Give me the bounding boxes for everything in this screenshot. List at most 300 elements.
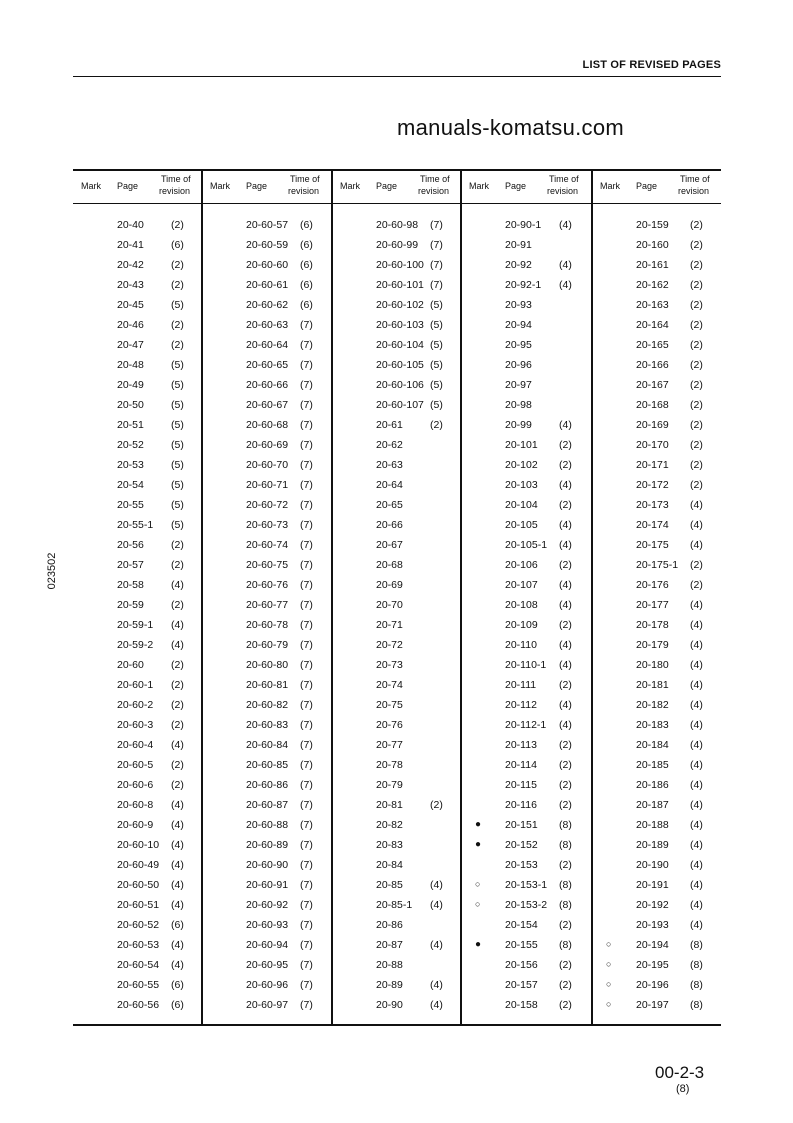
page-number-cell: 20-152 xyxy=(505,839,538,851)
page-number-cell: 20-112 xyxy=(505,699,537,711)
page-number-cell: 20-184 xyxy=(636,739,669,751)
revision-time-cell: (4) xyxy=(430,879,443,891)
column-divider xyxy=(591,170,593,1025)
page-number-cell: 20-188 xyxy=(636,819,669,831)
page-number-cell: 20-48 xyxy=(117,359,144,371)
revision-time-cell: (2) xyxy=(171,719,184,731)
page-number-cell: 20-60-77 xyxy=(246,599,289,611)
page-number-cell: 20-60-66 xyxy=(246,379,289,391)
revision-time-cell: (7) xyxy=(300,459,313,471)
page-number-cell: 20-109 xyxy=(505,619,538,631)
revision-time-cell: (2) xyxy=(559,979,572,991)
revision-time-cell: (6) xyxy=(171,919,184,931)
page-number-cell: 20-60-95 xyxy=(246,959,289,971)
revision-time-cell: (8) xyxy=(690,939,703,951)
revision-time-cell: (4) xyxy=(559,659,572,671)
page-number-cell: 20-114 xyxy=(505,759,537,771)
revision-time-cell: (5) xyxy=(171,479,184,491)
revision-time-cell: (4) xyxy=(559,719,572,731)
page-number-cell: 20-60-82 xyxy=(246,699,289,711)
revision-time-cell: (2) xyxy=(171,259,184,271)
revision-time-cell: (7) xyxy=(300,799,313,811)
column-header xyxy=(461,170,590,203)
page-number-cell: 20-60-88 xyxy=(246,819,289,831)
page-number-cell: 20-60-50 xyxy=(117,879,160,891)
revision-time-cell: (4) xyxy=(171,839,184,851)
column-header xyxy=(332,170,461,203)
revision-time-cell: (2) xyxy=(690,299,703,311)
revision-mark-open: ○ xyxy=(606,959,612,969)
column-header-page: Page xyxy=(505,181,527,191)
revision-time-cell: (4) xyxy=(690,499,703,511)
page-number-cell: 20-192 xyxy=(636,899,669,911)
revision-time-cell: (5) xyxy=(430,379,443,391)
page-number-cell: 20-60-97 xyxy=(246,999,289,1011)
page-number-cell: 20-163 xyxy=(636,299,669,311)
column-header xyxy=(592,170,721,203)
revision-time-cell: (2) xyxy=(559,999,572,1011)
page-number-cell: 20-153-2 xyxy=(505,899,548,911)
page-number-cell: 20-94 xyxy=(505,319,532,331)
page-revision: (8) xyxy=(676,1083,690,1095)
column-divider xyxy=(331,170,333,1025)
revision-time-cell: (8) xyxy=(559,839,572,851)
page-number-cell: 20-177 xyxy=(636,599,669,611)
column-header-time: Time of xyxy=(161,174,191,184)
page-number-cell: 20-95 xyxy=(505,339,532,351)
page-number-cell: 20-90 xyxy=(376,999,403,1011)
revision-time-cell: (4) xyxy=(690,539,703,551)
page-number-cell: 20-158 xyxy=(505,999,538,1011)
revision-time-cell: (4) xyxy=(690,819,703,831)
column-header-revision: revision xyxy=(418,186,450,196)
revision-time-cell: (7) xyxy=(300,819,313,831)
page-number-cell: 20-47 xyxy=(117,339,144,351)
revision-time-cell: (2) xyxy=(690,339,703,351)
page-number-cell: 20-116 xyxy=(505,799,537,811)
revision-time-cell: (6) xyxy=(171,979,184,991)
revision-time-cell: (5) xyxy=(430,339,443,351)
revision-time-cell: (2) xyxy=(430,799,443,811)
page-number-cell: 20-60-94 xyxy=(246,939,289,951)
revision-time-cell: (4) xyxy=(430,979,443,991)
header-rule xyxy=(73,76,721,77)
revision-mark-open: ○ xyxy=(475,899,481,909)
page-number-cell: 20-194 xyxy=(636,939,669,951)
page-number-cell: 20-112-1 xyxy=(505,719,547,731)
revision-time-cell: (2) xyxy=(690,379,703,391)
revision-time-cell: (2) xyxy=(690,559,703,571)
revision-mark-open: ○ xyxy=(475,879,481,889)
page-number-cell: 20-86 xyxy=(376,919,403,931)
revision-time-cell: (7) xyxy=(300,519,313,531)
revision-time-cell: (6) xyxy=(300,299,313,311)
page-number-cell: 20-186 xyxy=(636,779,669,791)
page-number-cell: 20-197 xyxy=(636,999,669,1011)
revision-time-cell: (6) xyxy=(300,279,313,291)
page-number-cell: 20-75 xyxy=(376,699,403,711)
page-number-cell: 20-45 xyxy=(117,299,144,311)
revision-time-cell: (7) xyxy=(300,659,313,671)
revision-time-cell: (7) xyxy=(300,739,313,751)
revision-time-cell: (2) xyxy=(690,459,703,471)
revision-time-cell: (7) xyxy=(300,979,313,991)
page-number-cell: 20-110 xyxy=(505,639,537,651)
revision-time-cell: (7) xyxy=(300,879,313,891)
revision-time-cell: (2) xyxy=(559,459,572,471)
revision-time-cell: (2) xyxy=(690,239,703,251)
revision-time-cell: (2) xyxy=(559,559,572,571)
page-number-cell: 20-60-72 xyxy=(246,499,289,511)
revision-time-cell: (2) xyxy=(171,599,184,611)
revision-time-cell: (5) xyxy=(430,399,443,411)
column-header-time: Time of xyxy=(420,174,450,184)
revision-time-cell: (8) xyxy=(559,879,572,891)
page-number-cell: 20-162 xyxy=(636,279,669,291)
revision-time-cell: (7) xyxy=(300,399,313,411)
page-number-cell: 20-65 xyxy=(376,499,403,511)
revision-time-cell: (4) xyxy=(559,279,572,291)
revision-time-cell: (2) xyxy=(690,319,703,331)
page-number-cell: 20-193 xyxy=(636,919,669,931)
page-number-cell: 20-73 xyxy=(376,659,403,671)
revision-time-cell: (7) xyxy=(300,339,313,351)
revision-time-cell: (4) xyxy=(690,759,703,771)
revision-mark-open: ○ xyxy=(606,939,612,949)
revision-time-cell: (4) xyxy=(559,479,572,491)
page-number-cell: 20-60-92 xyxy=(246,899,289,911)
revision-time-cell: (4) xyxy=(690,619,703,631)
column-header xyxy=(202,170,331,203)
page-number-cell: 20-115 xyxy=(505,779,537,791)
page-number-cell: 20-68 xyxy=(376,559,403,571)
page-number-cell: 20-60-98 xyxy=(376,219,419,231)
column-header-page: Page xyxy=(246,181,268,191)
page-number-cell: 20-41 xyxy=(117,239,144,251)
revision-time-cell: (7) xyxy=(300,559,313,571)
page-number-cell: 20-195 xyxy=(636,959,669,971)
page-number-cell: 20-97 xyxy=(505,379,532,391)
page-number-cell: 20-91 xyxy=(505,239,532,251)
revision-time-cell: (8) xyxy=(690,999,703,1011)
page-number-cell: 20-60-62 xyxy=(246,299,289,311)
revision-time-cell: (7) xyxy=(300,959,313,971)
page-number-cell: 20-182 xyxy=(636,699,669,711)
page-number-cell: 20-60-96 xyxy=(246,979,289,991)
page-number-cell: 20-189 xyxy=(636,839,669,851)
page-number-cell: 20-103 xyxy=(505,479,538,491)
page-header-title: LIST OF REVISED PAGES xyxy=(582,59,721,71)
page-number-cell: 20-60-93 xyxy=(246,919,289,931)
page-number-cell: 20-78 xyxy=(376,759,403,771)
revision-time-cell: (7) xyxy=(300,419,313,431)
revision-time-cell: (7) xyxy=(300,499,313,511)
page-number-cell: 20-60-10 xyxy=(117,839,160,851)
page-number-cell: 20-156 xyxy=(505,959,538,971)
page-number-cell: 20-60-9 xyxy=(117,819,154,831)
column-divider xyxy=(201,170,203,1025)
page-number-cell: 20-60-101 xyxy=(376,279,424,291)
page-number-cell: 20-60-81 xyxy=(246,679,289,691)
page-number-cell: 20-85-1 xyxy=(376,899,413,911)
page-number-cell: 20-49 xyxy=(117,379,144,391)
page-number-cell: 20-60-67 xyxy=(246,399,289,411)
page-number-cell: 20-59-2 xyxy=(117,639,154,651)
revision-time-cell: (4) xyxy=(559,259,572,271)
revision-time-cell: (8) xyxy=(690,959,703,971)
revision-time-cell: (2) xyxy=(171,339,184,351)
page-number-cell: 20-99 xyxy=(505,419,532,431)
column-header-revision: revision xyxy=(159,186,191,196)
revision-time-cell: (4) xyxy=(559,419,572,431)
revision-time-cell: (2) xyxy=(171,219,184,231)
page-number-cell: 20-167 xyxy=(636,379,669,391)
revision-time-cell: (4) xyxy=(171,639,184,651)
page-number-cell: 20-92-1 xyxy=(505,279,542,291)
revision-time-cell: (6) xyxy=(171,239,184,251)
revision-time-cell: (2) xyxy=(559,679,572,691)
column-header-revision: revision xyxy=(678,186,710,196)
page-number-cell: 20-59-1 xyxy=(117,619,154,631)
revision-time-cell: (5) xyxy=(171,299,184,311)
column-divider xyxy=(460,170,462,1025)
page-number-cell: 20-40 xyxy=(117,219,144,231)
page-number-cell: 20-60-71 xyxy=(246,479,289,491)
revision-time-cell: (4) xyxy=(559,579,572,591)
page-number-cell: 20-60-99 xyxy=(376,239,419,251)
page-number-cell: 20-60-68 xyxy=(246,419,289,431)
page-number-cell: 20-60-90 xyxy=(246,859,289,871)
page-number-cell: 20-102 xyxy=(505,459,538,471)
revision-mark-open: ○ xyxy=(606,999,612,1009)
column-header-time: Time of xyxy=(680,174,710,184)
revision-time-cell: (4) xyxy=(171,799,184,811)
column-header-mark: Mark xyxy=(469,181,489,191)
revision-time-cell: (4) xyxy=(559,639,572,651)
revision-time-cell: (4) xyxy=(171,939,184,951)
page-number-cell: 20-60-52 xyxy=(117,919,160,931)
revision-time-cell: (4) xyxy=(559,539,572,551)
revision-time-cell: (7) xyxy=(300,579,313,591)
page-number-cell: 20-60-70 xyxy=(246,459,289,471)
page-number-cell: 20-172 xyxy=(636,479,669,491)
page-number-cell: 20-55-1 xyxy=(117,519,154,531)
page-number-cell: 20-79 xyxy=(376,779,403,791)
page-number-cell: 20-151 xyxy=(505,819,538,831)
revision-time-cell: (2) xyxy=(171,659,184,671)
revision-time-cell: (2) xyxy=(690,359,703,371)
revision-time-cell: (5) xyxy=(171,419,184,431)
page-number-cell: 20-70 xyxy=(376,599,403,611)
revision-time-cell: (4) xyxy=(690,919,703,931)
revision-time-cell: (5) xyxy=(171,399,184,411)
page-number-cell: 20-60-75 xyxy=(246,559,289,571)
revision-time-cell: (2) xyxy=(690,579,703,591)
page-number-cell: 20-60-2 xyxy=(117,699,154,711)
page-number-cell: 20-60-76 xyxy=(246,579,289,591)
page-number-cell: 20-153-1 xyxy=(505,879,548,891)
page-number-cell: 20-76 xyxy=(376,719,403,731)
page-number-cell: 20-174 xyxy=(636,519,669,531)
column-header-revision: revision xyxy=(547,186,579,196)
page-number: 00-2-3 xyxy=(655,1063,705,1082)
revision-time-cell: (7) xyxy=(300,859,313,871)
page-number-cell: 20-89 xyxy=(376,979,403,991)
revision-time-cell: (4) xyxy=(171,619,184,631)
revision-time-cell: (8) xyxy=(559,819,572,831)
page-number-cell: 20-60-54 xyxy=(117,959,160,971)
revision-time-cell: (2) xyxy=(171,699,184,711)
revision-time-cell: (5) xyxy=(430,319,443,331)
page-number-cell: 20-157 xyxy=(505,979,538,991)
revision-time-cell: (8) xyxy=(559,939,572,951)
page-number-cell: 20-173 xyxy=(636,499,669,511)
revision-time-cell: (8) xyxy=(559,899,572,911)
page-number-cell: 20-166 xyxy=(636,359,669,371)
page-number-cell: 20-108 xyxy=(505,599,538,611)
revision-time-cell: (7) xyxy=(430,219,443,231)
page-number-cell: 20-43 xyxy=(117,279,144,291)
page-number-cell: 20-53 xyxy=(117,459,144,471)
column-header-page: Page xyxy=(117,181,139,191)
page-number-cell: 20-60-104 xyxy=(376,339,424,351)
page-number-cell: 20-170 xyxy=(636,439,669,451)
page-number-cell: 20-178 xyxy=(636,619,669,631)
revision-time-cell: (2) xyxy=(690,479,703,491)
page-number-cell: 20-60-87 xyxy=(246,799,289,811)
revision-time-cell: (7) xyxy=(300,359,313,371)
table-bottom-rule xyxy=(73,1024,721,1026)
page-number-cell: 20-159 xyxy=(636,219,669,231)
page-number-cell: 20-60-49 xyxy=(117,859,160,871)
revision-time-cell: (4) xyxy=(171,579,184,591)
page-number-cell: 20-59 xyxy=(117,599,144,611)
page-number-cell: 20-62 xyxy=(376,439,403,451)
revision-time-cell: (4) xyxy=(690,779,703,791)
revision-time-cell: (6) xyxy=(300,259,313,271)
page-number-cell: 20-180 xyxy=(636,659,669,671)
revision-time-cell: (4) xyxy=(430,899,443,911)
revision-time-cell: (2) xyxy=(171,539,184,551)
revision-time-cell: (4) xyxy=(690,739,703,751)
revision-time-cell: (2) xyxy=(690,279,703,291)
page-number-cell: 20-81 xyxy=(376,799,403,811)
revision-time-cell: (2) xyxy=(690,439,703,451)
revision-time-cell: (2) xyxy=(171,559,184,571)
page-number-cell: 20-60-5 xyxy=(117,759,154,771)
page-number-cell: 20-50 xyxy=(117,399,144,411)
revision-time-cell: (2) xyxy=(559,439,572,451)
page-number-cell: 20-169 xyxy=(636,419,669,431)
revision-time-cell: (7) xyxy=(300,319,313,331)
page-number-cell: 20-92 xyxy=(505,259,532,271)
revision-time-cell: (4) xyxy=(171,899,184,911)
column-header-page: Page xyxy=(636,181,658,191)
page-number-cell: 20-60-4 xyxy=(117,739,154,751)
column-header-revision: revision xyxy=(288,186,320,196)
table-header-rule xyxy=(73,203,721,204)
page-number-cell: 20-42 xyxy=(117,259,144,271)
page-number-cell: 20-69 xyxy=(376,579,403,591)
revision-time-cell: (8) xyxy=(690,979,703,991)
page-number-cell: 20-60-1 xyxy=(117,679,154,691)
page-number-cell: 20-155 xyxy=(505,939,538,951)
revision-time-cell: (4) xyxy=(690,699,703,711)
revision-time-cell: (5) xyxy=(171,499,184,511)
page-number-cell: 20-98 xyxy=(505,399,532,411)
column-header-time: Time of xyxy=(290,174,320,184)
revision-time-cell: (7) xyxy=(300,479,313,491)
watermark: manuals-komatsu.com xyxy=(397,115,624,140)
page-number-cell: 20-87 xyxy=(376,939,403,951)
page-number-cell: 20-60 xyxy=(117,659,144,671)
revision-time-cell: (7) xyxy=(300,379,313,391)
revision-time-cell: (7) xyxy=(300,619,313,631)
revision-mark-filled: ● xyxy=(475,839,482,850)
page-number-cell: 20-60-105 xyxy=(376,359,424,371)
revision-time-cell: (4) xyxy=(171,739,184,751)
page-number-cell: 20-60-103 xyxy=(376,319,424,331)
revision-time-cell: (4) xyxy=(171,859,184,871)
page-number-cell: 20-165 xyxy=(636,339,669,351)
revision-time-cell: (4) xyxy=(171,819,184,831)
page-number-cell: 20-181 xyxy=(636,679,669,691)
side-code: 023502 xyxy=(46,552,58,590)
revision-time-cell: (5) xyxy=(430,359,443,371)
column-header-mark: Mark xyxy=(210,181,230,191)
revision-time-cell: (5) xyxy=(171,439,184,451)
revision-time-cell: (2) xyxy=(690,419,703,431)
page-number-cell: 20-90-1 xyxy=(505,219,542,231)
column-header-mark: Mark xyxy=(600,181,620,191)
revision-time-cell: (5) xyxy=(171,519,184,531)
revision-time-cell: (6) xyxy=(300,239,313,251)
page-number-cell: 20-60-57 xyxy=(246,219,289,231)
column-header-page: Page xyxy=(376,181,398,191)
page-number-cell: 20-51 xyxy=(117,419,144,431)
page-number-cell: 20-52 xyxy=(117,439,144,451)
revision-time-cell: (7) xyxy=(430,239,443,251)
revision-time-cell: (2) xyxy=(559,779,572,791)
page-number-cell: 20-60-63 xyxy=(246,319,289,331)
page-number-cell: 20-106 xyxy=(505,559,538,571)
page-number-cell: 20-191 xyxy=(636,879,669,891)
revision-time-cell: (7) xyxy=(300,839,313,851)
page-number-cell: 20-60-106 xyxy=(376,379,424,391)
revision-time-cell: (2) xyxy=(171,759,184,771)
page-number-cell: 20-55 xyxy=(117,499,144,511)
page-number-cell: 20-113 xyxy=(505,739,537,751)
revision-time-cell: (4) xyxy=(171,959,184,971)
revision-time-cell: (4) xyxy=(690,839,703,851)
revision-time-cell: (7) xyxy=(300,439,313,451)
revision-time-cell: (7) xyxy=(300,759,313,771)
revision-time-cell: (4) xyxy=(690,879,703,891)
page-number-cell: 20-56 xyxy=(117,539,144,551)
page-number-cell: 20-58 xyxy=(117,579,144,591)
page-number-cell: 20-160 xyxy=(636,239,669,251)
revision-time-cell: (7) xyxy=(300,639,313,651)
page-number-cell: 20-88 xyxy=(376,959,403,971)
revision-time-cell: (5) xyxy=(171,459,184,471)
page-number-cell: 20-60-83 xyxy=(246,719,289,731)
page-number-cell: 20-60-56 xyxy=(117,999,160,1011)
revision-time-cell: (4) xyxy=(690,599,703,611)
revision-time-cell: (4) xyxy=(171,879,184,891)
page-number-cell: 20-175-1 xyxy=(636,559,679,571)
page-number-cell: 20-60-91 xyxy=(246,879,289,891)
page-number-cell: 20-161 xyxy=(636,259,669,271)
